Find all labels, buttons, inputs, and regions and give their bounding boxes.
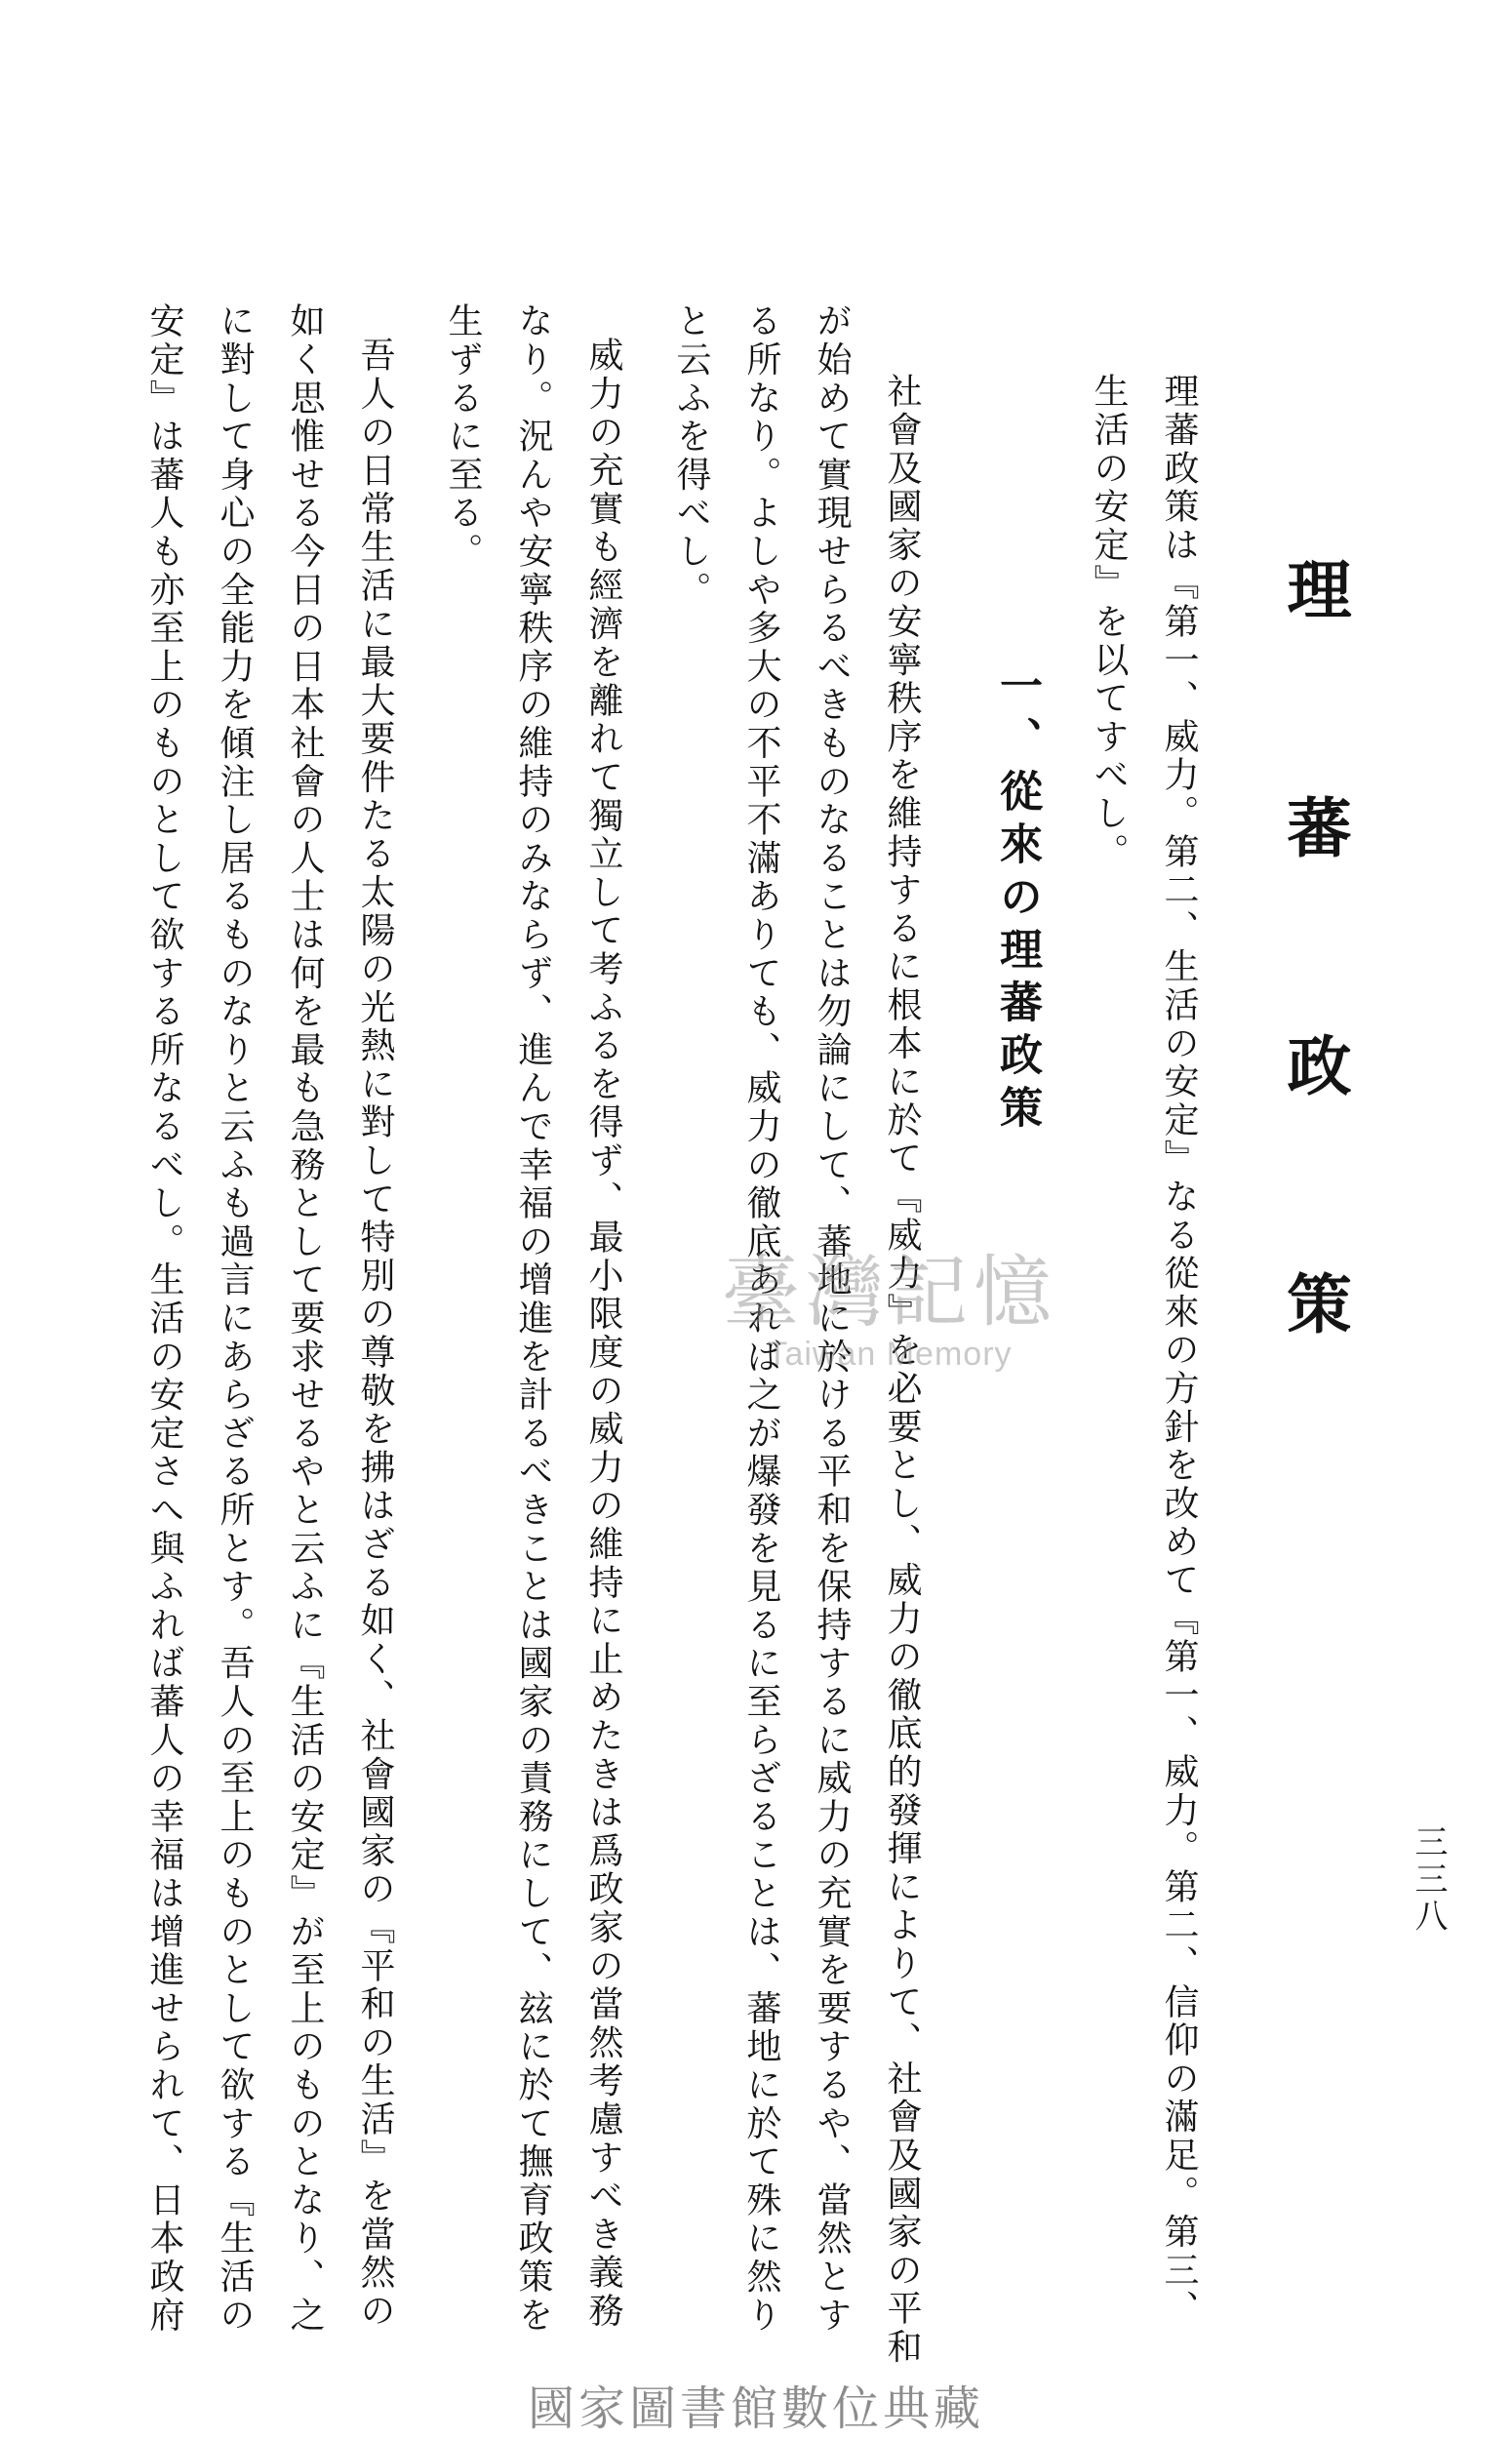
body-line: 如く思惟せる今日の日本社會の人士は何を最も急務として要求せるやと云ふに『生活の安定』が至上のものとなり、之 [285,302,325,2335]
body-line: る所なり。よしや多大の不平不滿ありても、威力の徹底あれば之が爆發を見るに至らざることは、蕃地に於て殊に然り [741,302,781,2335]
body-line: 生ずるに至る。 [443,302,483,572]
body-line: が始めて實現せらるべきものなることは勿論にして、蕃地に於ける平和を保持するに威力の充實を要するや、當然とす [812,302,852,2335]
body-line: なり。況んや安寧秩序の維持のみならず、進んで幸福の增進を計るべきことは國家の責務にして、玆に於て撫育政策を [513,302,553,2335]
body-line: 威力の充實も經濟を離れて獨立して考ふるを得ず、最小限度の威力の維持に止めたきは爲政家の當然考慮すべき義務 [583,337,623,2331]
body-line: 安定』は蕃人も亦至上のものとして欲する所なるべし。生活の安定さへ與ふれば蕃人の幸福は增進せられて、日本政府 [144,302,184,2335]
watermark-logo: 臺灣記憶 Taiwan Memory [722,1247,1057,1373]
footer-archive-label: 國家圖書館數位典藏 [527,2381,984,2436]
intro-line: 理蕃政策は『第一、威力。第二、生活の安定』なる從來の方針を改めて『第一、威力。第二、信仰の滿足。第三、 [1159,373,1199,2329]
section-heading: 一、從來の理蕃政策 [992,663,1042,1138]
page-title: 理 蕃 政 策 [1276,556,1352,1389]
body-line: に對して身心の全能力を傾注し居るものなりと云ふも過言にあらざる所とす。吾人の至上のものとして欲する『生活の [215,302,255,2335]
page-number: 三三八 [1409,1824,1448,1936]
body-line: 吾人の日常生活に最大要件たる太陽の光熱に對して特別の尊敬を拂はざる如く、社會國家の『平和の生活』を當然の [355,337,395,2331]
body-line: 社會及國家の安寧秩序を維持するに根本に於て『威力』を必要とし、威力の徹底的發揮によりて、社會及國家の平和 [882,373,922,2367]
intro-line: 生活の安定』を以てすべし。 [1089,373,1129,871]
body-line: と云ふを得べし。 [671,302,711,610]
